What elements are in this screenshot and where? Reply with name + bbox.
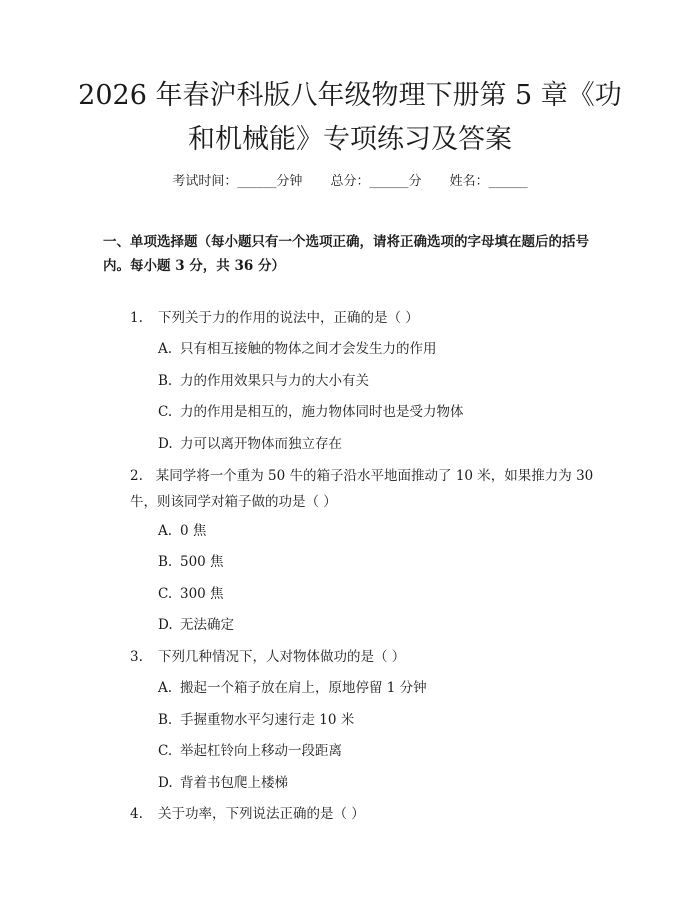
- option-text: 只有相互接触的物体之间才会发生力的作用: [180, 341, 437, 357]
- option-text: 力的作用是相互的，施力物体同时也是受力物体: [180, 404, 464, 420]
- question-1: [130, 306, 419, 330]
- section-heading: 一、单项选择题（每小题只有一个选项正确，请将正确选项的字母填在题后的括号内。每小题 3 分，共 36 分）: [103, 234, 589, 274]
- option-2a: [158, 519, 206, 543]
- exam-total-score: 总分：______分: [330, 174, 422, 189]
- option-3c: [158, 739, 342, 763]
- option-letter: C.: [158, 404, 173, 420]
- student-name: 姓名：______: [449, 174, 528, 189]
- option-1c: [158, 400, 464, 424]
- question-number: 1.: [130, 310, 143, 326]
- option-text: 举起杠铃向上移动一段距离: [180, 743, 342, 759]
- question-number: 2.: [130, 468, 143, 484]
- option-text: 搬起一个箱子放在肩上，原地停留 1 分钟: [180, 680, 427, 696]
- option-letter: D.: [158, 617, 173, 633]
- option-3d: [158, 771, 288, 795]
- option-text: 手握重物水平匀速行走 10 米: [180, 712, 355, 728]
- option-text: 0 焦: [180, 523, 207, 539]
- option-letter: D.: [158, 436, 173, 452]
- option-letter: D.: [158, 775, 173, 791]
- option-text: 无法确定: [180, 617, 234, 633]
- option-text: 背着书包爬上楼梯: [180, 775, 288, 791]
- option-3a: [158, 676, 427, 700]
- option-3b: [158, 708, 354, 732]
- option-letter: C.: [158, 743, 173, 759]
- option-2c: [158, 582, 224, 606]
- document-title: [60, 74, 640, 162]
- question-number: 4.: [130, 806, 143, 822]
- question-4: [130, 802, 365, 826]
- option-2b: [158, 550, 224, 574]
- option-text: 300 焦: [180, 586, 224, 602]
- question-text: 关于功率，下列说法正确的是（ ）: [158, 806, 365, 822]
- question-2: [103, 463, 603, 515]
- exam-time: 考试时间：______分钟: [172, 174, 303, 189]
- option-letter: C.: [158, 586, 173, 602]
- option-text: 500 焦: [180, 554, 224, 570]
- option-letter: B.: [158, 554, 173, 570]
- option-letter: B.: [158, 712, 173, 728]
- title-line-2: 和机械能》专项练习及答案: [188, 124, 512, 155]
- title-line-1: 2026 年春沪科版八年级物理下册第 5 章《功: [78, 80, 622, 111]
- question-2-body: [103, 463, 603, 515]
- option-1d: [158, 432, 342, 456]
- option-letter: B.: [158, 373, 173, 389]
- option-text: 力可以离开物体而独立存在: [180, 436, 342, 452]
- option-letter: A.: [158, 680, 173, 696]
- question-text: 某同学将一个重为 50 牛的箱子沿水平地面推动了 10 米，如果推力为 30 牛，则该同学对箱子做的功是（ ）: [130, 468, 594, 510]
- question-text: 下列关于力的作用的说法中，正确的是（ ）: [158, 310, 419, 326]
- option-2d: [158, 613, 234, 637]
- exam-meta: [0, 170, 700, 189]
- option-letter: A.: [158, 523, 173, 539]
- option-1b: [158, 369, 369, 393]
- question-text: 下列几种情况下，人对物体做功的是（ ）: [158, 649, 406, 665]
- option-text: 力的作用效果只与力的大小有关: [180, 373, 369, 389]
- question-number: 3.: [130, 649, 143, 665]
- question-3: [130, 645, 405, 669]
- option-1a: [158, 337, 437, 361]
- option-letter: A.: [158, 341, 173, 357]
